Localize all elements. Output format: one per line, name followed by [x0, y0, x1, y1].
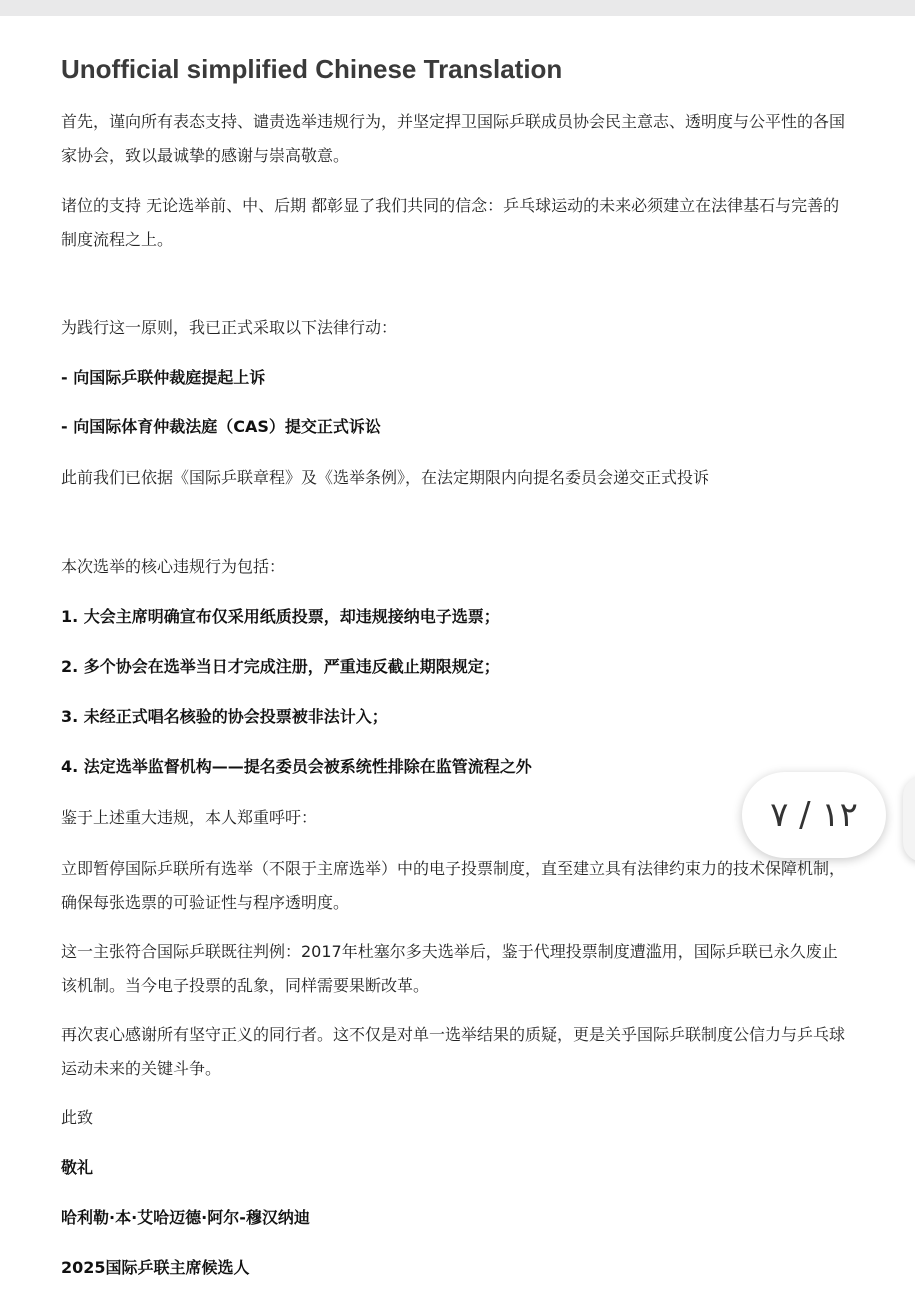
side-scroll-handle[interactable]: [903, 776, 915, 862]
signature-title: 2025国际乒联主席候选人: [61, 1258, 250, 1277]
paragraph-precedent: 这一主张符合国际乒联既往判例：2017年杜塞尔多夫选举后，鉴于代理投票制度遭滥用，国际乒联已永久废止该机制。当今电子投票的乱象，同样需要果断改革。: [61, 942, 838, 995]
paragraph-legal-intro: 为践行这一原则，我已正式采取以下法律行动：: [61, 318, 398, 337]
violation-item-2: 2. 多个协会在选举当日才完成注册，严重违反截止期限规定；: [61, 657, 500, 676]
violation-item-1: 1. 大会主席明确宣布仅采用纸质投票，却违规接纳电子选票；: [61, 607, 500, 626]
document-page: [0, 16, 915, 1312]
paragraph-appeal: 鉴于上述重大违规，本人郑重呼吁：: [61, 808, 318, 827]
document-title: Unofficial simplified Chinese Translation: [61, 54, 563, 84]
legal-action-cas: - 向国际体育仲裁法庭（CAS）提交正式诉讼: [61, 417, 381, 436]
paragraph-thanks: 首先，谨向所有表态支持、谴责选举违规行为，并坚定捍卫国际乒联成员协会民主意志、透明度与公平性的各国家协会，致以最诚挚的感谢与崇高敬意。: [61, 112, 846, 165]
paragraph-support: 诸位的支持 无论选举前、中、后期 都彰显了我们共同的信念：乒乓球运动的未来必须建立在法律基石与完善的制度流程之上。: [61, 196, 840, 249]
paragraph-suspend-evoting: 立即暂停国际乒联所有选举（不限于主席选举）中的电子投票制度，直至建立具有法律约束力的技术保障机制，确保每张选票的可验证性与程序透明度。: [61, 859, 846, 912]
paragraph-violations-intro: 本次选举的核心违规行为包括：: [61, 557, 286, 576]
violation-item-3: 3. 未经正式唱名核验的协会投票被非法计入；: [61, 707, 388, 726]
signature-name: 哈利勒·本·艾哈迈德·阿尔-穆汉纳迪: [61, 1208, 310, 1227]
page-indicator[interactable]: ١٢ / ٧: [742, 772, 886, 858]
paragraph-gratitude: 再次衷心感谢所有坚守正义的同行者。这不仅是对单一选举结果的质疑，更是关乎国际乒联制度公信力与乒乓球运动未来的关键斗争。: [61, 1025, 846, 1078]
closing-salutation: 此致: [61, 1108, 94, 1127]
closing-regards: 敬礼: [61, 1158, 94, 1177]
legal-action-appeal: - 向国际乒联仲裁庭提起上诉: [61, 368, 266, 387]
violation-item-4: 4. 法定选举监督机构——提名委员会被系统性排除在监管流程之外: [61, 757, 532, 776]
paragraph-complaint: 此前我们已依据《国际乒联章程》及《选举条例》，在法定期限内向提名委员会递交正式投诉: [61, 468, 710, 487]
